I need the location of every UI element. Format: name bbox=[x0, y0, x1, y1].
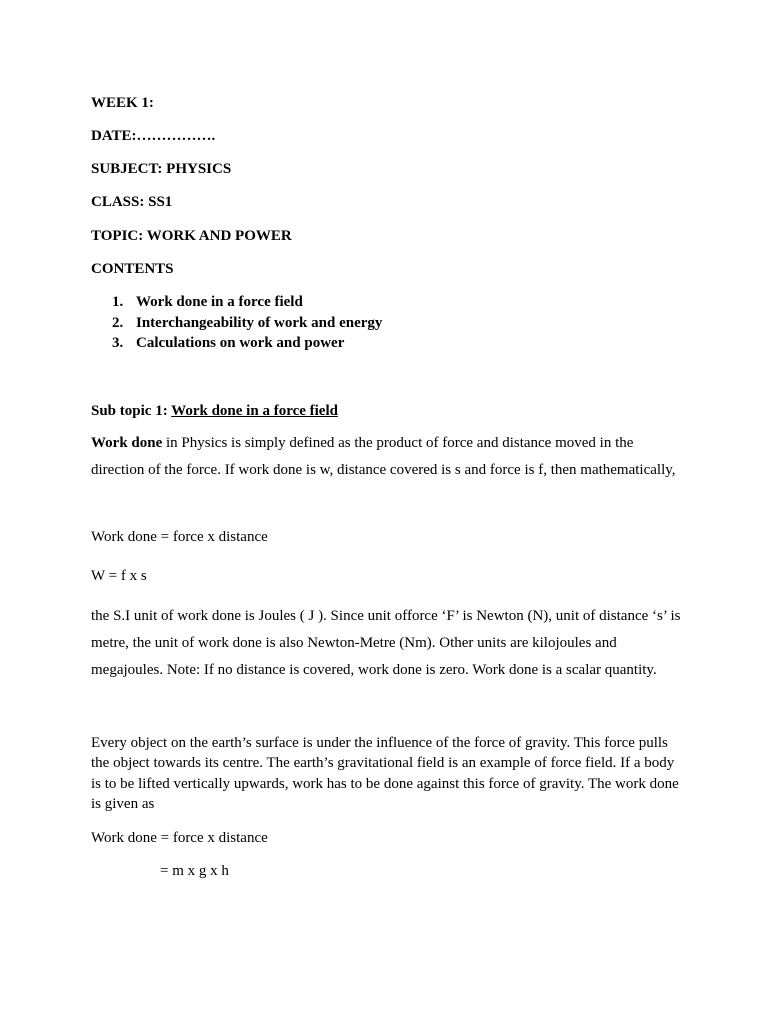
contents-item-text: Interchangeability of work and energy bbox=[136, 315, 383, 331]
date-heading: DATE:……………. bbox=[91, 128, 216, 144]
contents-item-2 bbox=[112, 314, 382, 332]
contents-item-text: Work done in a force field bbox=[136, 294, 303, 310]
gravity-paragraph: Every object on the earth’s surface is under the influence of the force of gravity. This force pulls the object towards its centre. The earth’s gravitational field is an example of force field. If a body is to be lifted vertically upwards, work has to be done against this force of gravity. The work done is given as bbox=[91, 735, 679, 812]
formula-work-force-distance: Work done = force x distance bbox=[91, 830, 268, 846]
subtopic-heading bbox=[91, 402, 338, 420]
contents-item-number: 1. bbox=[112, 294, 124, 310]
units-paragraph: the S.I unit of work done is Joules ( J ). Since unit offorce ‘F’ is Newton (N), unit of distance ‘s’ is metre, the unit of work done is also Newton-Metre (Nm). Other units are kilojoules and megajoules. Note: If no distance is covered, work done is zero. Work done is a scalar quantity. bbox=[91, 608, 681, 678]
contents-item-3 bbox=[112, 334, 344, 352]
formula-mgh: = m x g x h bbox=[160, 863, 229, 879]
contents-item-text: Calculations on work and power bbox=[136, 335, 345, 351]
subtopic-title: Work done in a force field bbox=[171, 403, 338, 419]
class-heading: CLASS: SS1 bbox=[91, 194, 173, 210]
definition-term: Work done bbox=[91, 435, 163, 451]
week-heading: WEEK 1: bbox=[91, 95, 154, 111]
contents-heading: CONTENTS bbox=[91, 261, 174, 277]
formula-work-done: Work done = force x distance bbox=[91, 529, 268, 545]
definition-text: in Physics is simply defined as the product of force and distance moved in the direction of the force. If work done is w, distance covered is s and force is f, then mathematically, bbox=[91, 435, 676, 478]
formula-w-fxs: W = f x s bbox=[91, 568, 147, 584]
contents-item-number: 3. bbox=[112, 335, 124, 351]
contents-item-1 bbox=[112, 293, 303, 311]
contents-item-number: 2. bbox=[112, 315, 124, 331]
definition-paragraph bbox=[91, 430, 687, 484]
subject-heading: SUBJECT: PHYSICS bbox=[91, 161, 232, 177]
topic-heading: TOPIC: WORK AND POWER bbox=[91, 228, 292, 244]
subtopic-prefix: Sub topic 1: bbox=[91, 403, 172, 419]
